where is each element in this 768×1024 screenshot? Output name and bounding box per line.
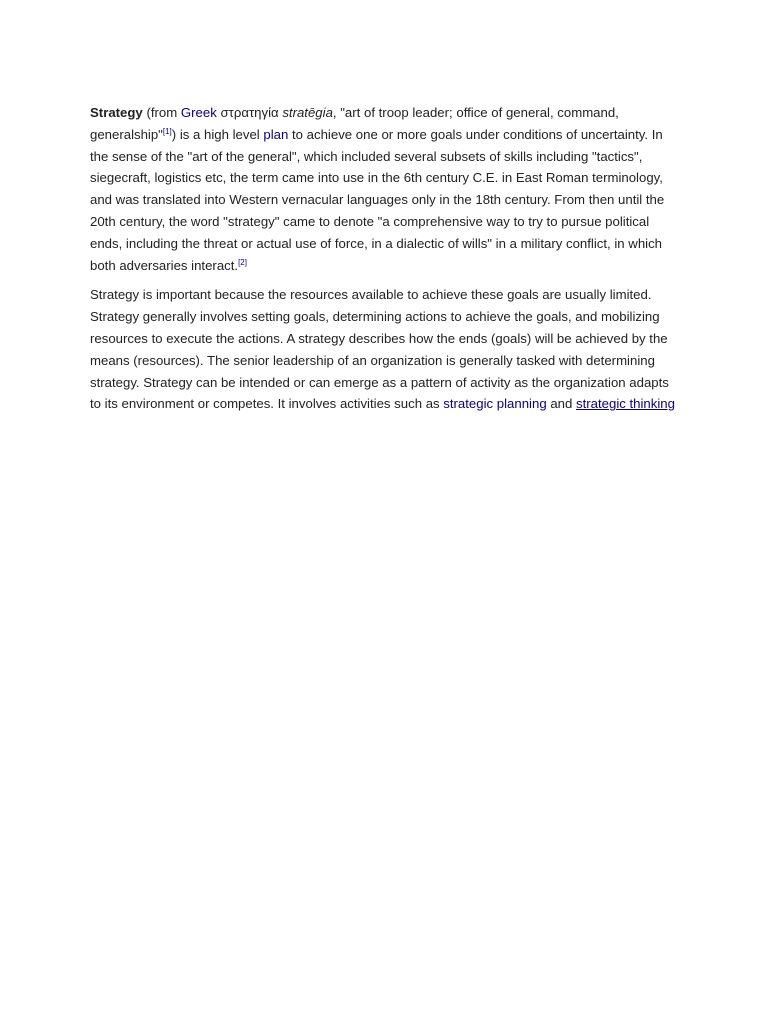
article-term: Strategy — [90, 105, 143, 120]
text-span: ) is a high level — [171, 126, 264, 142]
greek-word: στρατηγία — [220, 105, 279, 120]
transliteration: stratēgia — [282, 105, 333, 120]
reference-1-link[interactable]: [1] — [162, 126, 172, 136]
text-span: to achieve one or more goals under conditions of uncertainty. In the sense of the "art of the general", which included several subsets of skills including "tactics", siegecraft, logistics etc, the term came into use in the 6th century C.E. in East Roman terminology, and was translated into Western vernacular languages only in the 18th century. From then until the 20th century, the word "strategy" came to denote "a comprehensive way to try to pursue political ends, including the threat or actual use of force, in a dialectic of wills" in a military conflict, in which both adversaries interact. — [90, 126, 665, 273]
plan-link[interactable]: plan — [263, 126, 289, 142]
article-body — [90, 102, 678, 423]
second-paragraph — [90, 284, 678, 415]
text-span: Strategy is important because the resources available to achieve these goals are usually limited. Strategy generally involves setting goals, determining actions to achieve the goals, and mobilizing resources to execute the actions. A strategy describes how the ends (goals) will be achieved by the means (resources). The senior leadership of an organization is generally tasked with determining strategy. Strategy can be intended or can emerge as a pattern of activity as the organization adapts to its environment or competes. It involves activities such as — [90, 287, 669, 412]
text-span: and — [546, 396, 576, 412]
intro-paragraph — [90, 102, 678, 276]
text-span: , "art of troop leader; office of general, command, generalship" — [90, 105, 619, 142]
strategic-thinking-link[interactable]: strategic thinking — [576, 396, 675, 412]
reference-1 — [163, 127, 172, 136]
text-span: (from — [142, 105, 181, 120]
strategic-planning-link[interactable]: strategic planning — [443, 396, 547, 412]
greek-link[interactable]: Greek — [180, 105, 217, 120]
reference-2-link[interactable]: [2] — [238, 257, 247, 267]
reference-2 — [238, 258, 247, 267]
